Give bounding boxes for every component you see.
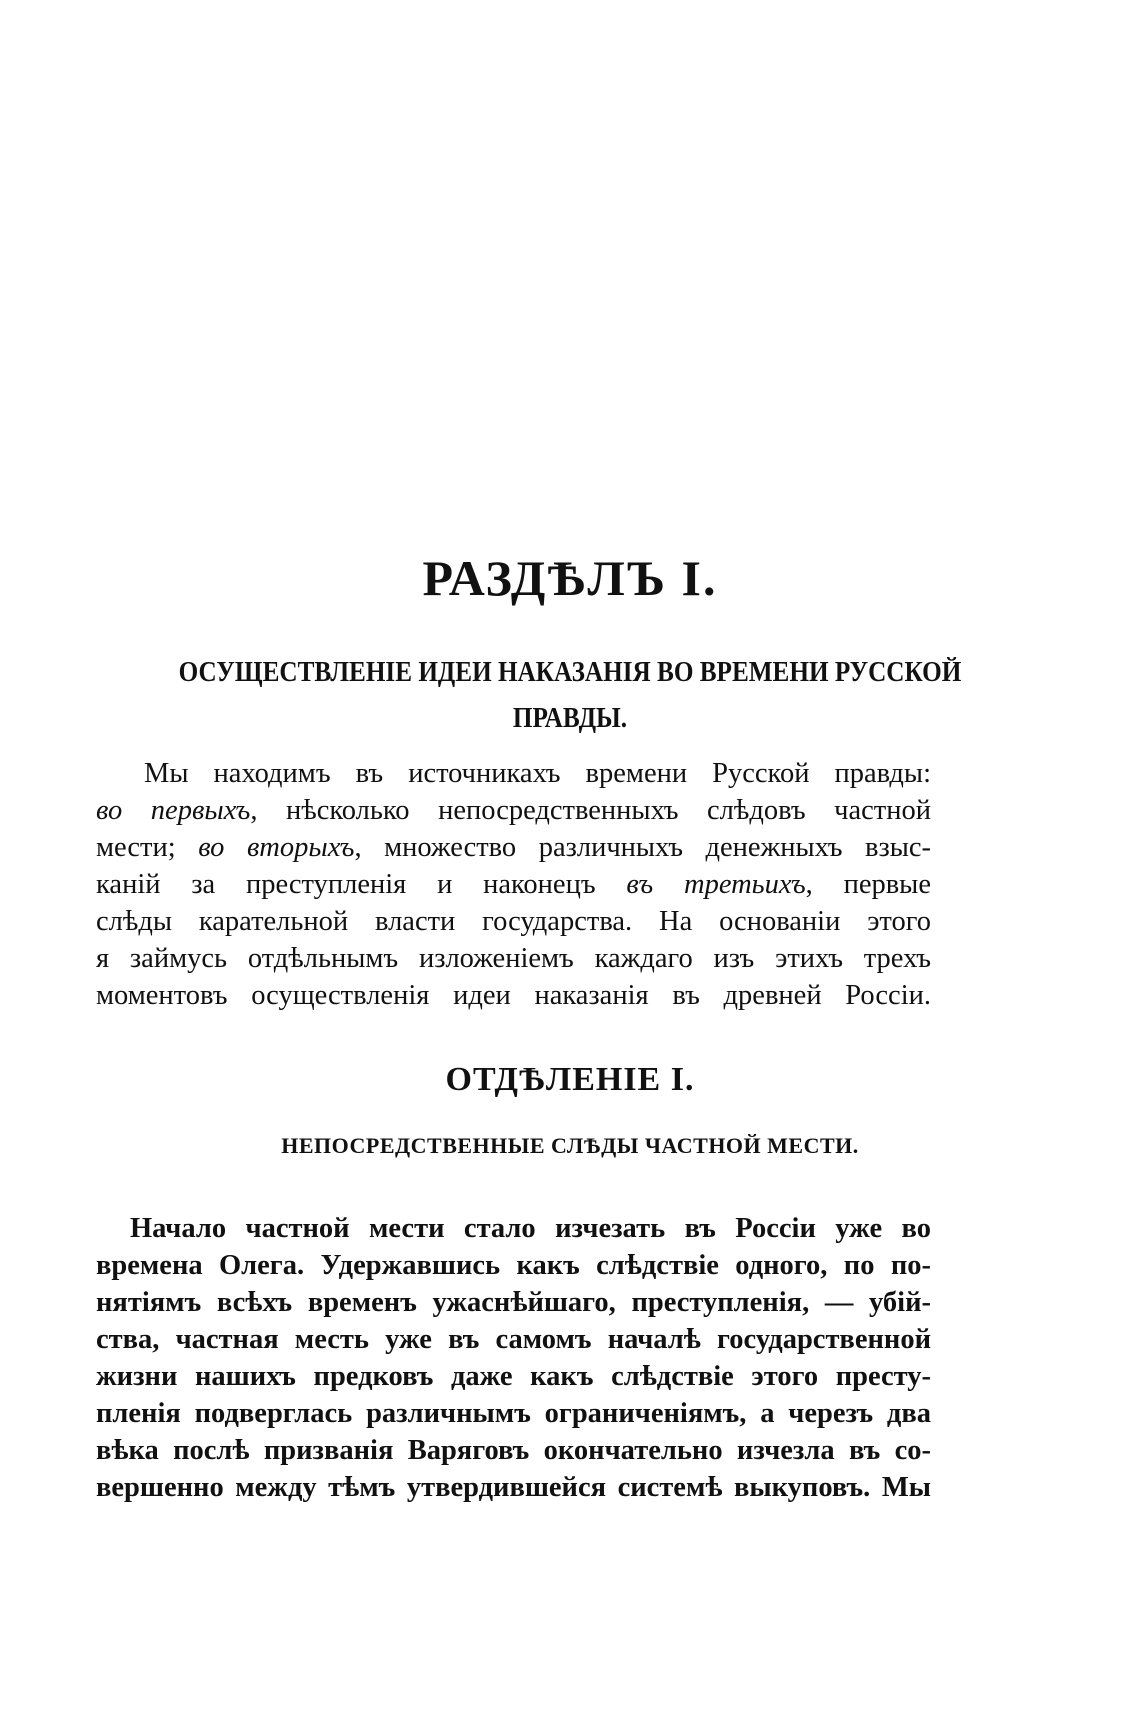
section-subtitle-line-1: ОСУЩЕСТВЛЕНІЕ ИДЕИ НАКАЗАНІЯ ВО ВРЕМЕНИ РУССКОЙ: [178, 657, 962, 688]
body-line-7: вѣка послѣ призванія Варяговъ окончательно изчезла въ со-: [96, 1435, 931, 1466]
intro-emphasis-second: во вторыхъ: [198, 832, 355, 863]
body-line-1: Начало частной мести стало изчезать въ Россіи уже во: [130, 1213, 931, 1244]
intro-line-5: слѣды карательной власти государства. На основаніи этого: [96, 906, 931, 937]
intro-line-1: Мы находимъ въ источникахъ времени Русской правды:: [144, 758, 931, 789]
body-line-5: жизни нашихъ предковъ даже какъ слѣдствіе этого престу-: [96, 1361, 931, 1392]
intro-paragraph: [96, 755, 931, 1014]
intro-line-3: [96, 829, 931, 866]
intro-line-4: [96, 866, 931, 903]
body-line-6: пленія подверглась различнымъ ограниченіямъ, а черезъ два: [96, 1398, 931, 1429]
body-line-8: вершенно между тѣмъ утвердившейся системѣ выкуповъ. Мы: [96, 1472, 931, 1503]
intro-line-2-text: , нѣсколько непосредственныхъ слѣдовъ частной: [250, 795, 931, 826]
intro-emphasis-third: въ третьихъ: [626, 869, 806, 900]
body-paragraph: [96, 1210, 931, 1506]
subsection-subtitle: НЕПОСРЕДСТВЕННЫЕ СЛѢДЫ ЧАСТНОЙ МЕСТИ.: [281, 1133, 859, 1158]
section-title: РАЗДѢЛЪ I.: [422, 550, 718, 606]
intro-line-4-start: каній за преступленія и наконецъ: [96, 869, 627, 900]
intro-line-2: [96, 792, 931, 829]
body-line-4: ства, частная месть уже въ самомъ началѣ государственной: [96, 1324, 931, 1355]
intro-line-3-text: , множество различныхъ денежныхъ взыс-: [354, 832, 932, 863]
intro-line-7: моментовъ осуществленія идеи наказанія въ древней Россіи.: [96, 980, 931, 1011]
intro-line-4-end: , первые: [805, 869, 931, 900]
subsection-title: ОТДѢЛЕНІЕ I.: [445, 1061, 695, 1098]
intro-emphasis-first: во первыхъ: [96, 795, 251, 826]
section-subtitle: [156, 650, 984, 742]
intro-line-6: я займусь отдѣльнымъ изложеніемъ каждаго изъ этихъ трехъ: [96, 943, 931, 974]
intro-line-3-start: мести;: [96, 832, 199, 863]
body-line-2: времена Олега. Удержавшись какъ слѣдствіе одного, по по-: [96, 1250, 931, 1281]
body-line-3: нятіямъ всѣхъ временъ ужаснѣйшаго, преступленія, — убій-: [96, 1287, 931, 1318]
section-subtitle-line-2: ПРАВДЫ.: [512, 703, 628, 734]
